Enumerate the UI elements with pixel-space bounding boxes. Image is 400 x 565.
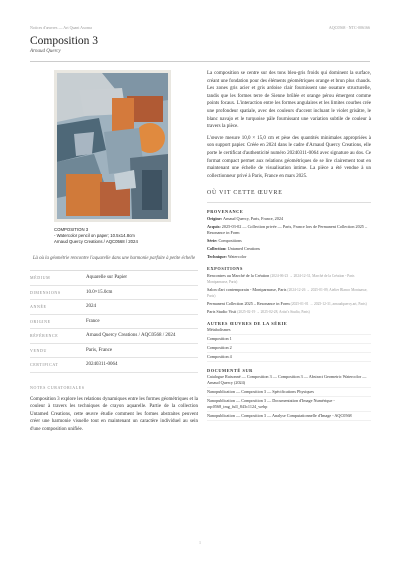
page-header [30, 25, 370, 54]
exposition-item[interactable] [207, 287, 371, 299]
provenance-item [207, 216, 371, 222]
provenance-label: Collection: [207, 246, 227, 252]
right-column [207, 70, 371, 421]
notes-body: Composition 3 explore les relations dynamiques entre les formes géométriques et la couleur à travers les techniques de crayon aquarelle. Partie de la collection Untamed Creations, cette œuvre étudie comment les formes abstraites peuvent créer une harmonie visuelle tout en maintenant un caractère individuel au sein d'une composition unifiée. [30, 396, 198, 432]
series-heading: AUTRES ŒUVRES DE LA SÉRIE [207, 321, 288, 327]
provenance-label: Acquis: [207, 224, 221, 230]
reference-code: AQC0568 · NTC-006166 [328, 25, 370, 30]
doc-link[interactable]: Nanopublication — Composition 3 — Documentation d'Image Numérique - aqc0568_img_full_843c1124_webp [207, 398, 371, 412]
doc-link[interactable]: Catalogue Raisonné — Composition 3 — Composition 3 — Abstract Geometric Watercolor — Arnaud Quercy (2024) [207, 374, 371, 388]
artwork-caption [54, 227, 198, 245]
provenance-label: Technique: [207, 254, 227, 260]
series-link[interactable]: Métabolismes [207, 327, 371, 335]
provenance-text: Watercolor [227, 254, 247, 260]
provenance-text: Untamed Creations [227, 246, 261, 252]
exposition-title[interactable]: Rencontres au Marché de la Création [207, 273, 270, 279]
provenance-item [207, 224, 371, 236]
doc-link[interactable]: Nanopublication — Composition 3 — Spécifications Physiques [207, 389, 371, 397]
caption-credit: Arnaud Quercy Creations / AQC0568 / 2024 [54, 239, 138, 244]
provenance-label: Série: [207, 238, 218, 244]
spec-key: DIMENSIONS [30, 289, 61, 295]
spec-key: ANNÉE [30, 304, 47, 309]
exposition-title[interactable]: Paris Studio Visit [207, 309, 237, 315]
series-link[interactable]: Composition 4 [207, 354, 371, 362]
spec-value: 20240311-0064 [86, 362, 118, 367]
docs-heading: DOCUMENTÉ SUR [207, 368, 253, 374]
spec-value: Aquarelle sur Papier [86, 275, 128, 280]
caption-title: COMPOSITION 3 [54, 227, 89, 232]
exposition-details: (2025-01-01 → 2025-12-31, arnaudquercy.art, Paris) [290, 302, 367, 307]
expositions-heading: EXPOSITIONS [207, 266, 243, 272]
description-paragraph: L'œuvre mesure 10,0 × 15,0 cm et pèse des quantités minimales appropriées à son support papier. Créée en 2024 dans le cadre d'Arnaud Quercy Creations, elle porte le certificat d'authenticité numéro 20240311-0064 avec signature au dos. Ce format compact permet aux relations géométriques de se lire clairement tout en maintenant une échelle de visualisation intime. La pièce a été vendue à un collectionneur privé à Paris, France en mars 2025. [207, 135, 371, 179]
spec-value: France [86, 318, 100, 324]
provenance-text: Compositions [218, 238, 242, 244]
exposition-item[interactable] [207, 301, 371, 307]
exposition-details: (2024-12-26 → 2025-01-09, Atelier Blanco Montaasse, Paris) [207, 288, 368, 299]
provenance-heading: PROVENANCE [207, 202, 371, 214]
artwork-image [54, 70, 171, 222]
caption-medium: - Watercolor pencil on paper; 10.5x14.8cm [54, 233, 135, 238]
left-column [30, 70, 198, 433]
series-link[interactable]: Composition 1 [207, 336, 371, 344]
spec-row [30, 315, 198, 330]
spec-key: MÉDIUM [30, 275, 51, 280]
spec-row [30, 271, 198, 286]
artist-name: Arnaud Quercy [30, 49, 61, 54]
spec-row [30, 358, 198, 373]
spec-value: 2024 [86, 304, 96, 309]
provenance-text: 2025-03-02 — Collection privée — Paris, France lors de Permanent Collection 2025 – Resonance in Form [207, 224, 368, 236]
spec-key: ORIGINE [30, 318, 51, 324]
provenance-item [207, 238, 371, 244]
provenance-label: Origine: [207, 216, 223, 222]
spec-value: 10.0×15.0cm [86, 289, 113, 295]
spec-key: CERTIFICAT [30, 362, 59, 367]
spec-table [30, 270, 198, 373]
spec-key: RÉFÉRENCE [30, 333, 59, 338]
spec-row [30, 329, 198, 344]
exposition-details: (2025-02-19 → 2025-02-28, Artist's Studio, Paris) [237, 310, 310, 315]
page-number: 1 [199, 540, 201, 545]
exposition-title[interactable]: Salon d'art contemporain - Montparnasse, Paris [207, 287, 287, 293]
series-link[interactable]: Composition 2 [207, 345, 371, 353]
where-heading: OÙ VIT CETTE ŒUVRE [207, 190, 283, 197]
spec-value: Arnaud Quercy Creations / AQC0568 / 2024 [86, 333, 176, 338]
page-title: Composition 3 [30, 35, 99, 47]
description-paragraph: La composition se centre sur des tons bleu-gris froids qui dominent la surface, créant une fondation pour des éléments géométriques orange et brun plus chauds. Les zones gris acier et gris ardoise clair fournissent une ossature structurelle, tandis que les formes terre de Sienne brûlée et orange pérou émergent comme points focaux. L'interaction entre les formes angulaires et les limites courbes crée une profondeur spatiale, avec des couleurs d'accent incluant le violet grisâtre, le blanc navajo et le turquoise pâle fournissant une variation subtile de couleur à travers la pièce. [207, 71, 371, 130]
provenance-item [207, 246, 371, 252]
header-divider [30, 61, 370, 62]
artwork-quote: Là où la géométrie rencontre l'aquarelle dans une harmonie parfaite à petite échelle [32, 256, 196, 261]
spec-key: VENDU [30, 347, 47, 353]
doc-link[interactable]: Nanopublication — Composition 3 — Analyse Computationnelle d'Image - AQC0568 [207, 413, 371, 421]
exposition-details: (2024-06-23 → 2024-12-31, Marché de la Création - Paris Montparnasse, Paris) [207, 274, 355, 285]
provenance-text: Arnaud Quercy, Paris, France, 2024 [222, 216, 284, 222]
spec-value: Paris, France [86, 347, 113, 353]
exposition-item[interactable] [207, 309, 371, 315]
spec-row [30, 300, 198, 315]
collection-label: Notices d'œuvres — Art Quant Axoma [30, 25, 92, 30]
provenance-item [207, 254, 371, 260]
spec-row [30, 286, 198, 301]
notes-heading: NOTES CURATORIALES [30, 384, 85, 390]
spec-row [30, 344, 198, 359]
exposition-item[interactable] [207, 273, 371, 285]
exposition-title[interactable]: Permanent Collection 2025 – Resonance in Form [207, 301, 290, 307]
